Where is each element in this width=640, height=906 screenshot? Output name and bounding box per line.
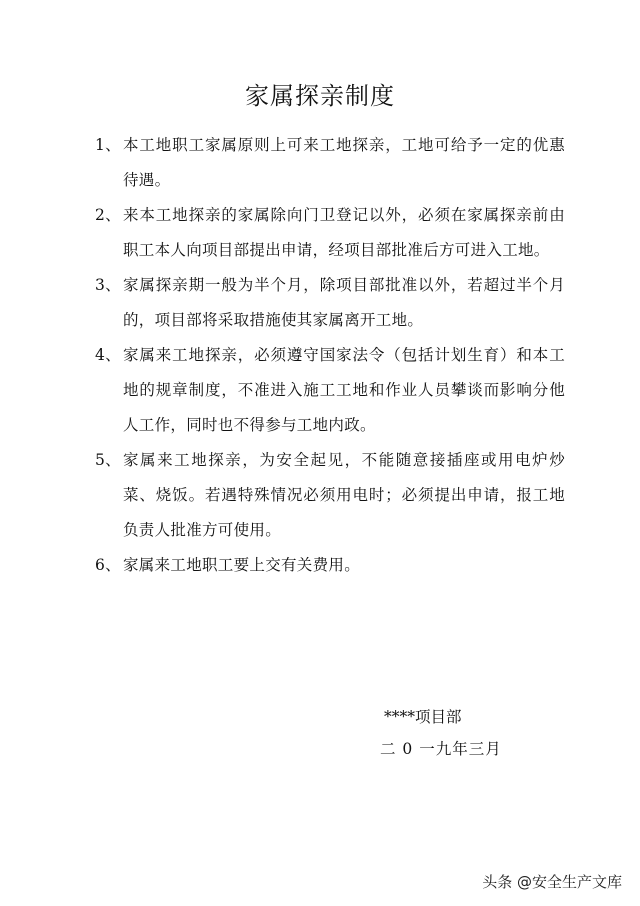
item-text: 本工地职工家属原则上可来工地探亲，工地可给予一定的优惠待遇。	[123, 136, 565, 189]
item-text: 家属来工地探亲，必须遵守国家法令（包括计划生育）和本工地的规章制度，不准进入施工工地和作业人员攀谈而影响分他人工作，同时也不得参与工地内政。	[123, 346, 565, 434]
document-title: 家属探亲制度	[245, 82, 395, 110]
item-number: 3、	[95, 276, 121, 294]
list-item	[95, 338, 565, 443]
signature: ****项目部	[384, 708, 462, 726]
item-number: 1、	[95, 136, 121, 154]
item-number: 5、	[95, 451, 121, 469]
list-item	[95, 548, 565, 583]
list-item	[95, 198, 565, 268]
list-item	[95, 128, 565, 198]
item-number: 6、	[95, 556, 121, 574]
document-date: 二 0 一九年三月	[380, 740, 502, 758]
list-item	[95, 443, 565, 548]
watermark: 头条 @安全生产文库	[482, 873, 622, 891]
item-text: 家属来工地职工要上交有关费用。	[123, 556, 361, 574]
item-text: 家属探亲期一般为半个月，除项目部批准以外，若超过半个月的，项目部将采取措施使其家属离开工地。	[123, 276, 565, 329]
item-number: 4、	[95, 346, 121, 364]
list-item	[95, 268, 565, 338]
rules-list	[95, 128, 565, 583]
item-text: 家属来工地探亲，为安全起见，不能随意接插座或用电炉炒菜、烧饭。若遇特殊情况必须用电时；必须提出申请，报工地负责人批准方可使用。	[123, 451, 565, 539]
item-text: 来本工地探亲的家属除向门卫登记以外，必须在家属探亲前由职工本人向项目部提出申请，经项目部批准后方可进入工地。	[123, 206, 565, 259]
item-number: 2、	[95, 206, 121, 224]
